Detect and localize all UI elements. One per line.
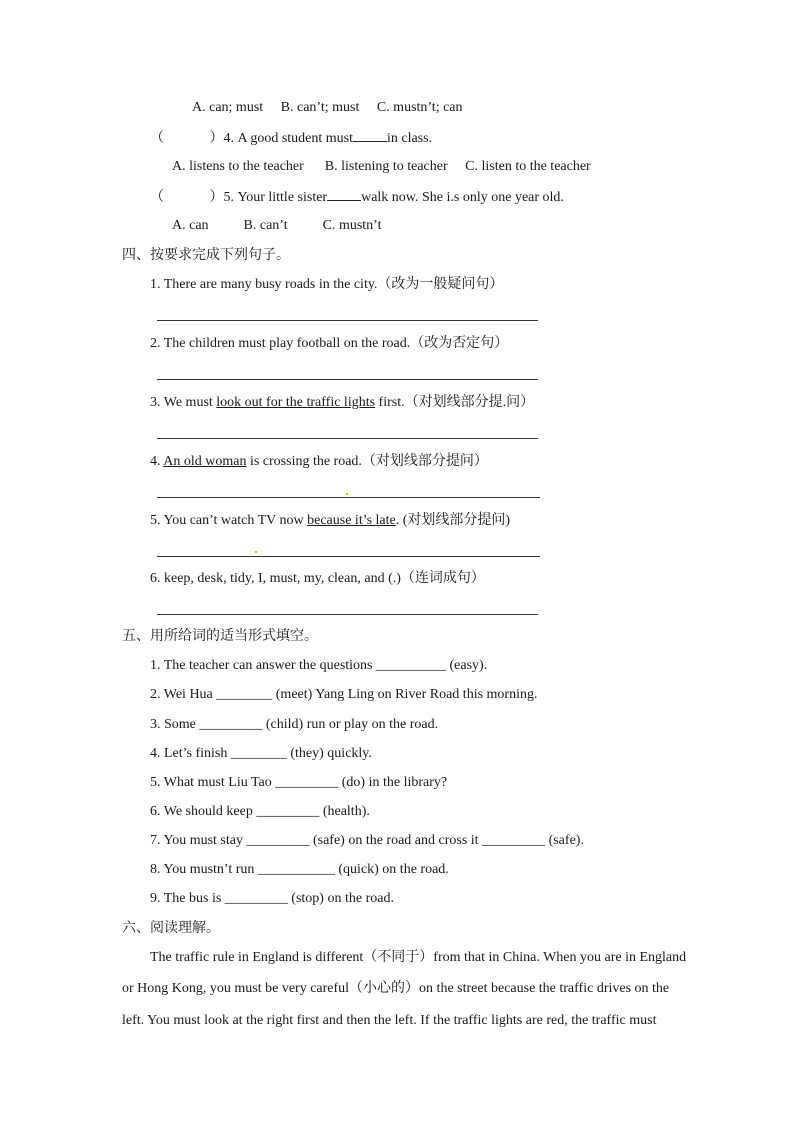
question-text: 4. A good student must xyxy=(223,131,354,146)
yellow-mark xyxy=(346,493,348,495)
section-6-heading: 六、阅读理解。 xyxy=(122,921,220,936)
passage-line-2: or Hong Kong, you must be very careful（小心的）on the street because the traffic drives on the xyxy=(122,981,670,996)
fill-item-8: 8. You mustn’t run ___________ (quick) on the road. xyxy=(150,862,449,877)
fill-item-2: 2. Wei Hua ________ (meet) Yang Ling on River Road this morning. xyxy=(150,687,538,702)
question-5 xyxy=(150,188,564,207)
question-text-end: in class. xyxy=(387,131,433,146)
answer-line-4 xyxy=(157,497,540,498)
fill-item-4: 4. Let’s finish ________ (they) quickly. xyxy=(150,746,372,761)
q4-options: A. listens to the teacher B. listening to teacher C. listen to the teacher xyxy=(172,159,591,174)
answer-blank xyxy=(353,129,387,142)
question-4 xyxy=(150,129,432,148)
sentence-1: 1. There are many busy roads in the city.（改为一般疑问句） xyxy=(150,277,504,292)
q5-options: A. can B. can’t C. mustn’t xyxy=(172,218,382,233)
sentence-text-end: is crossing the road.（对划线部分提问） xyxy=(246,454,488,469)
fill-item-3: 3. Some _________ (child) run or play on the road. xyxy=(150,717,439,732)
answer-line-2 xyxy=(157,379,538,380)
passage-line-3: left. You must look at the right first and then the left. If the traffic lights are red, the traffic must xyxy=(122,1013,657,1028)
fill-item-7: 7. You must stay _________ (safe) on the road and cross it _________ (safe). xyxy=(150,833,584,848)
sentence-3 xyxy=(150,394,534,412)
section-5-heading: 五、用所给词的适当形式填空。 xyxy=(122,629,318,644)
passage-line-1: The traffic rule in England is different（不同于）from that in China. When you are in England xyxy=(150,950,687,965)
answer-paren: （ ） xyxy=(150,131,224,146)
q3-options: A. can; must B. can’t; must C. mustn’t; can xyxy=(192,100,463,115)
answer-line-5 xyxy=(157,556,540,557)
answer-paren: （ ） xyxy=(150,190,224,205)
sentence-text: 4. xyxy=(150,454,164,469)
answer-line-3 xyxy=(157,438,538,439)
sentence-text: 3. We must xyxy=(150,395,217,410)
underlined-phrase: because it’s late xyxy=(307,513,396,528)
sentence-6: 6. keep, desk, tidy, I, must, my, clean, and (.)（连词成句） xyxy=(150,571,485,586)
yellow-mark xyxy=(255,551,257,553)
section-4-heading: 四、按要求完成下列句子。 xyxy=(122,248,290,263)
question-text: 5. Your little sister xyxy=(223,190,328,205)
underlined-phrase: An old woman xyxy=(163,454,247,469)
underlined-phrase: look out for the traffic lights xyxy=(216,395,376,410)
sentence-2: 2. The children must play football on the road.（改为否定句） xyxy=(150,336,509,351)
fill-item-9: 9. The bus is _________ (stop) on the road. xyxy=(150,891,394,906)
answer-blank xyxy=(327,188,361,201)
answer-line-6 xyxy=(157,614,538,615)
fill-item-1: 1. The teacher can answer the questions __________ (easy). xyxy=(150,658,488,673)
sentence-text-end: . (对划线部分提问) xyxy=(395,513,511,528)
answer-line-1 xyxy=(157,320,538,321)
fill-item-5: 5. What must Liu Tao _________ (do) in the library? xyxy=(150,775,448,790)
sentence-text: 5. You can’t watch TV now xyxy=(150,513,308,528)
question-text-end: walk now. She i.s only one year old. xyxy=(361,190,564,205)
sentence-5 xyxy=(150,512,510,530)
fill-item-6: 6. We should keep _________ (health). xyxy=(150,804,370,819)
sentence-4 xyxy=(150,453,488,471)
sentence-text-end: first.（对划线部分提.问） xyxy=(375,395,535,410)
